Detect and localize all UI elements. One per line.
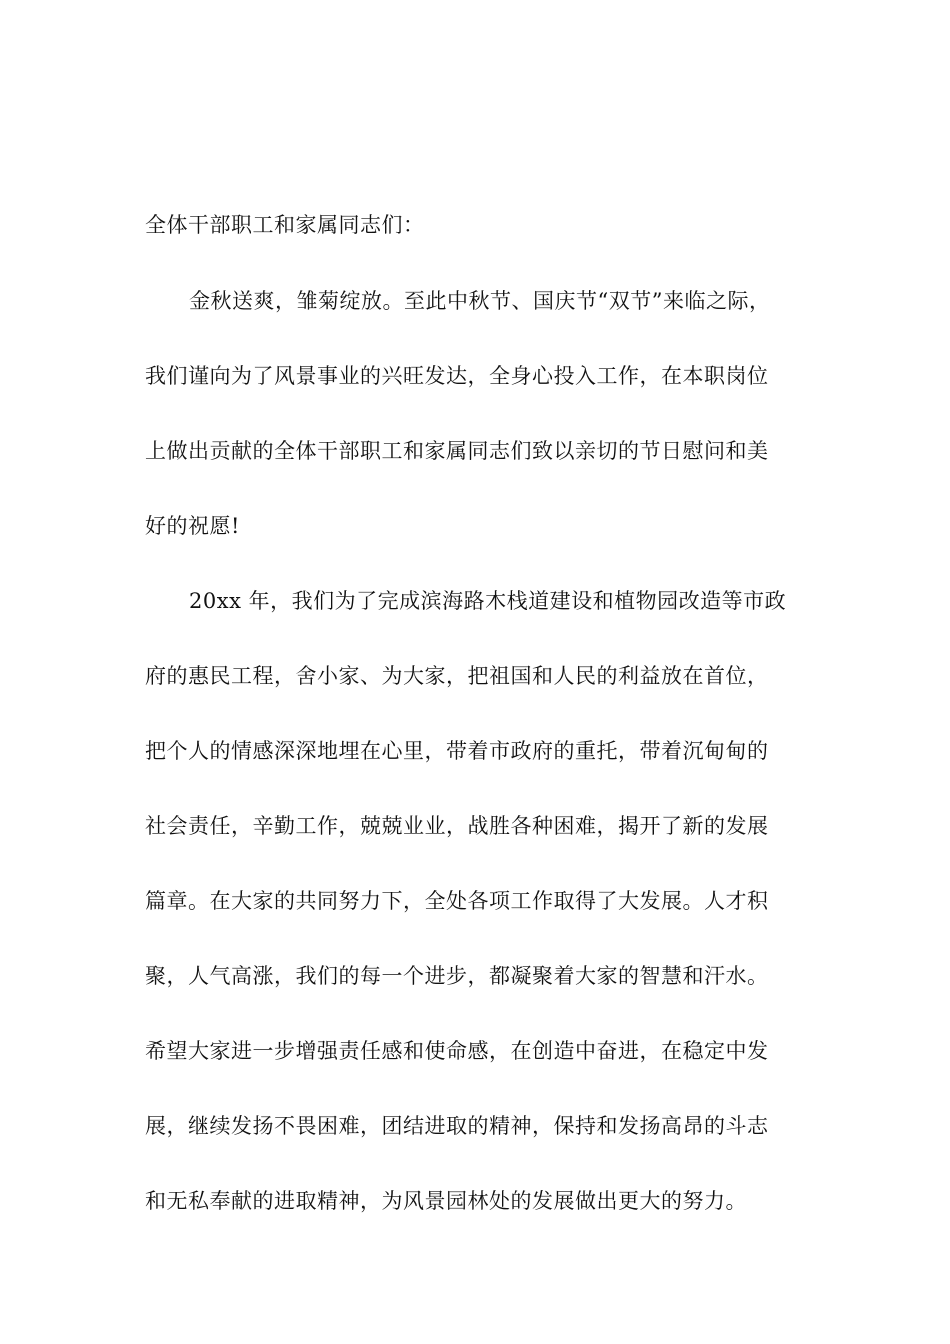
paragraph-2-line-5: 篇章。在大家的共同努力下，全处各项工作取得了大发展。人才积: [145, 889, 769, 913]
paragraph-2-line-4: 社会责任，辛勤工作，兢兢业业，战胜各种困难，揭开了新的发展: [145, 814, 769, 838]
paragraph-1-line-4: 好的祝愿!: [145, 514, 240, 538]
paragraph-2-line-6: 聚，人气高涨，我们的每一个进步，都凝聚着大家的智慧和汗水。: [145, 964, 769, 988]
paragraph-2-line-7: 希望大家进一步增强责任感和使命感，在创造中奋进，在稳定中发: [145, 1039, 769, 1063]
paragraph-1-line-3: 上做出贡献的全体干部职工和家属同志们致以亲切的节日慰问和美: [145, 439, 769, 463]
paragraph-2-line-1: 20xx 年，我们为了完成滨海路木栈道建设和植物园改造等市政: [189, 589, 787, 613]
paragraph-2-line-8: 展，继续发扬不畏困难，团结进取的精神，保持和发扬高昂的斗志: [145, 1114, 769, 1138]
paragraph-2-line-9: 和无私奉献的进取精神，为风景园林处的发展做出更大的努力。: [145, 1189, 747, 1213]
paragraph-2-line-2: 府的惠民工程，舍小家、为大家，把祖国和人民的利益放在首位，: [145, 664, 769, 688]
paragraph-1-line-1: 金秋送爽，雏菊绽放。至此中秋节、国庆节“双节”来临之际，: [189, 289, 771, 313]
paragraph-1-line-2: 我们谨向为了风景事业的兴旺发达，全身心投入工作，在本职岗位: [145, 364, 769, 388]
paragraph-2-line-3: 把个人的情感深深地埋在心里，带着市政府的重托，带着沉甸甸的: [145, 739, 769, 763]
salutation: 全体干部职工和家属同志们：: [145, 213, 425, 237]
